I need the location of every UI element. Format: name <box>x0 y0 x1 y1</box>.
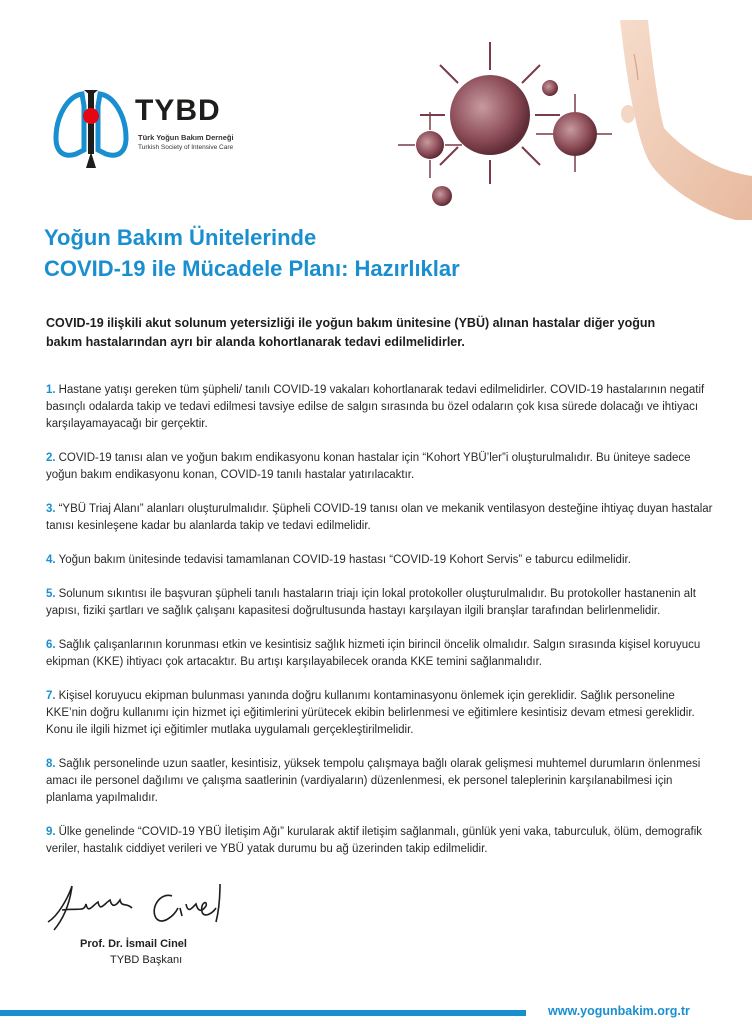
item-text: “YBÜ Triaj Alanı” alanları oluşturulmalıdır. Şüpheli COVID-19 tanısı olan ve mekanik ventilasyon desteğine ihtiyaç duyan hastalar tanısı kesinleşene kadar bu alanlarda takip ve tedavi edilmelidir. <box>46 503 713 532</box>
item-text: Hastane yatışı gereken tüm şüpheli/ tanılı COVID-19 vakaları kohortlanarak tedavi edilmelidirler. COVID-19 hastalarının negatif basınçlı odalarda takip ve tedavi edilmesi tavsiye edilse de salgın sırasında bu özel odaların çok kısa sürede dolacağı ve ihtiyacı karşılayamayacağı bir gerçektir. <box>46 384 705 430</box>
item-number: 7. <box>46 690 56 702</box>
website-link[interactable]: www.yogunbakim.org.tr <box>548 1004 690 1018</box>
signature-name: Prof. Dr. İsmail Cinel <box>80 938 187 950</box>
item-text: Sağlık personelinde uzun saatler, kesintisiz, yüksek tempolu çalışmaya bağlı olarak gelişmesi muhtemel durumların önlenmesi amacı ile personel dağılımı ve çalışma saatlerinin (vardiyaların) düzenlenmesi, ek personel taleplerinin karşılanabilmesi için planlama yapılmalıdır. <box>46 758 701 804</box>
signature-role: TYBD Başkanı <box>110 954 183 966</box>
intro-paragraph: COVID-19 ilişkili akut solunum yetersizliği ile yoğun bakım ünitesine (YBÜ) alınan hastalar diğer yoğun bakım hastalarından ayrı bir alanda kohortlanarak tedavi edilmelidirler. <box>46 316 656 349</box>
recommendation-list <box>46 382 714 875</box>
title-line-2: COVID-19 ile Mücadele Planı: Hazırlıklar <box>44 256 460 281</box>
item-text: Sağlık çalışanlarının korunması etkin ve kesintisiz sağlık hizmeti için birincil öncelik olmalıdır. Salgın sırasında kişisel koruyucu ekipman (KKE) ihtiyacı çok artacaktır. Bu artışı karşılayabilecek oranda KKE temini sağlanmalıdır. <box>46 639 701 668</box>
list-item <box>46 450 714 484</box>
item-number: 5. <box>46 588 56 600</box>
signature-image <box>40 878 230 936</box>
item-text: Kişisel koruyucu ekipman bulunması yanında doğru kullanımı kontaminasyonu önlemek için gereklidir. Sağlık personeline KKE’nin doğru kullanımı için hizmet içi eğitimlerini yürütecek ekibin belirlenmesi ve eğitimlere kesintisiz devam etmesi gereklidir. Konu ile ilgili hizmet içi eğitimler mutlaka uygulamalı gerçekleştirilmelidir. <box>46 690 695 736</box>
item-number: 9. <box>46 826 56 838</box>
lungs-logo-icon <box>52 86 130 170</box>
list-item <box>46 824 714 858</box>
stop-hand-icon <box>620 20 752 220</box>
page-title <box>44 222 460 284</box>
item-text: Ülke genelinde “COVID-19 YBÜ İletişim Ağı” kurularak aktif iletişim sağlanmalı, günlük yeni vaka, taburculuk, ölüm, demografik veriler, hastalık ciddiyet verileri ve YBÜ yatak durumu bu ağ üzerinden takip edilmelidir. <box>46 826 703 855</box>
item-number: 2. <box>46 452 56 464</box>
list-item <box>46 382 714 433</box>
item-text: COVID-19 tanısı alan ve yoğun bakım endikasyonu konan hastalar için “Kohort YBÜ’ler”i oluşturulmalıdır. Bu üniteye sadece yoğun bakım endikasyonu konan, COVID-19 tanılı hastalar yatırılacaktır. <box>46 452 691 481</box>
virus-icon <box>398 42 612 206</box>
logo-org-en: Turkish Society of Intensive Care <box>138 144 234 151</box>
item-number: 4. <box>46 554 56 566</box>
item-text: Yoğun bakım ünitesinde tedavisi tamamlanan COVID-19 hastası “COVID-19 Kohort Servis” e taburcu edilmelidir. <box>58 554 631 566</box>
item-number: 6. <box>46 639 56 651</box>
list-item <box>46 586 714 620</box>
list-item <box>46 688 714 739</box>
item-text: Solunum sıkıntısı ile başvuran şüpheli tanılı hastaların triajı için lokal protokoller oluşturulmalıdır. Bu protokoller hastanenin alt yapısı, fiziki şartları ve sağlık çalışanı kapasitesi doğrultusunda hastayı karşılayan ilgili branşlar tarafından belirlenmelidir. <box>46 588 696 617</box>
logo-name: TYBD <box>135 94 221 127</box>
item-number: 3. <box>46 503 56 515</box>
hero-illustration <box>390 20 752 220</box>
footer-bar <box>0 1010 526 1016</box>
title-line-1: Yoğun Bakım Ünitelerinde <box>44 225 317 250</box>
list-item <box>46 552 714 569</box>
item-number: 8. <box>46 758 56 770</box>
tybd-logo <box>52 86 262 170</box>
item-number: 1. <box>46 384 56 396</box>
list-item <box>46 637 714 671</box>
list-item <box>46 501 714 535</box>
logo-org-tr: Türk Yoğun Bakım Derneği <box>138 133 234 142</box>
list-item <box>46 756 714 807</box>
